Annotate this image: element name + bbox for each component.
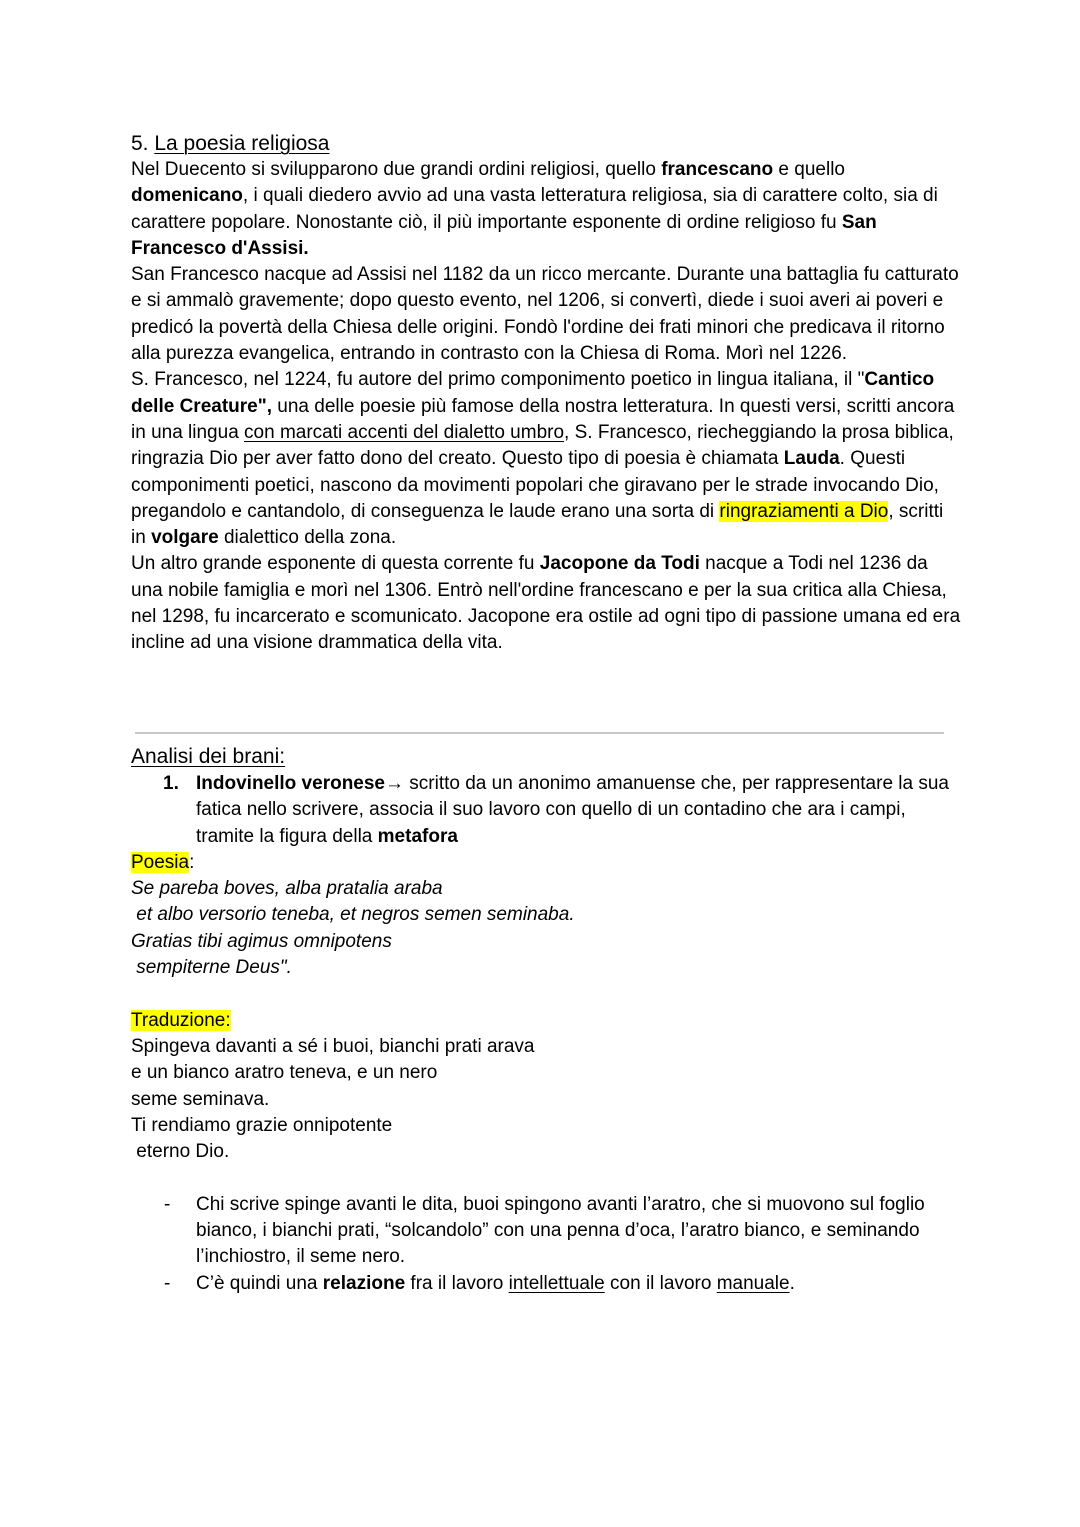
list-number: 1. — [163, 773, 179, 794]
traduzione-label: Traduzione: — [131, 1009, 231, 1031]
horizontal-divider — [135, 732, 944, 734]
translation-text: Spingeva davanti a sé i buoi, bianchi prati arava e un bianco aratro teneva, e un nero seme seminava. Ti rendiamo grazie onnipotente eterno Dio. — [131, 1035, 535, 1163]
section-title: La poesia religiosa — [154, 132, 330, 155]
paragraph-cantico: S. Francesco, nel 1224, fu autore del primo componimento poetico in lingua italiana, il "Cantico delle Creature", una delle poesie più famose della nostra letteratura. In questi versi, scritti ancora in una lingua con marcati accenti del dialetto umbro, S. Francesco, riecheggiando la prosa biblica, ringrazia Dio per aver fatto dono del creato. Questo tipo di poesia è chiamata Lauda. Questi componimenti poetici, nascono da movimenti popolari che giravano per le strade invocando Dio, pregandolo e cantandolo, di conseguenza le laude erano una sorta di ringraziamenti a Dio, scritti in volgare dialettico della zona. — [131, 369, 955, 549]
paragraph-san-francesco: San Francesco nacque ad Assisi nel 1182 da un ricco mercante. Durante una battaglia fu catturato e si ammalò gravemente; dopo questo evento, nel 1206, si convertì, diede i suoi averi ai poveri e predicó la povertà della Chiesa delle origini. Fondò l'ordine dei frati minori che predicava il ritorno alla purezza evangelica, entrando in contrasto con la Chiesa di Roma. Morì nel 1226. — [131, 264, 959, 365]
highlight-ringraziamenti: ringraziamenti a Dio — [719, 500, 889, 522]
list-item-indovinello: 1. Indovinello veronese→ scritto da un anonimo amanuense che, per rappresentare la sua fatica nello scrivere, associa il suo lavoro con quello di un contadino che ara i campi, tramite la figura della metafora — [163, 773, 949, 847]
section-analysis — [131, 744, 961, 1297]
dash-bullet: - — [164, 1272, 171, 1294]
bullet-item-2: - C’è quindi una relazione fra il lavoro intellettuale con il lavoro manuale. — [131, 1271, 961, 1297]
section-number: 5. — [131, 132, 149, 155]
paragraph-jacopone: Un altro grande esponente di questa corrente fu Jacopone da Todi nacque a Todi nel 1236 da una nobile famiglia e morì nel 1306. Entrò nell'ordine francescano e per la sua critica alla Chiesa, nel 1298, fu incarcerato e scomunicato. Jacopone era ostile ad ogni tipo di passione umana ed era incline ad una visione drammatica della vita. — [131, 553, 961, 654]
dash-bullet: - — [164, 1193, 171, 1215]
paragraph-orders: Nel Duecento si svilupparono due grandi ordini religiosi, quello francescano e quello domenicano, i quali diedero avvio ad una vasta letteratura religiosa, sia di carattere colto, sia di carattere popolare. Nonostante ciò, il più importante esponente di ordine religioso fu San Francesco d'Assisi. — [131, 159, 938, 259]
section-heading — [131, 131, 961, 157]
poem-text: Se pareba boves, alba pratalia araba et albo versorio teneba, et negros semen seminaba. Gratias tibi agimus omnipotens sempiterne Deus". — [131, 878, 575, 979]
section-religious-poetry — [131, 131, 961, 657]
analysis-heading: Analisi dei brani: — [131, 745, 286, 768]
poesia-label: Poesia: — [131, 851, 195, 873]
arrow-icon: → — [385, 773, 404, 794]
bullet-item-1: - Chi scrive spinge avanti le dita, buoi spingono avanti l’aratro, che si muovono sul foglio bianco, i bianchi prati, “solcandolo” con una penna d’oca, l’aratro bianco, e seminando l’inchiostro, il seme nero. — [164, 1193, 925, 1268]
